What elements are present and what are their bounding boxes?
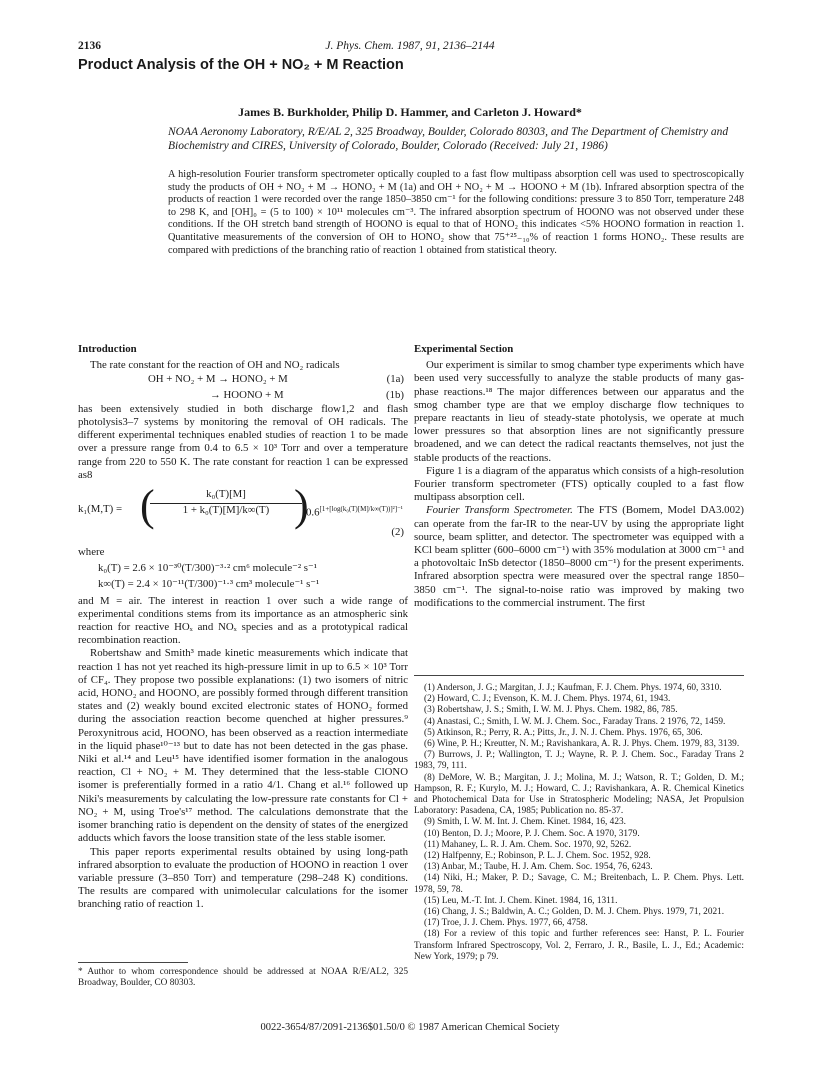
equation-1a-number: (1a) <box>386 373 404 386</box>
reference-item: (16) Chang, J. S.; Baldwin, A. C.; Golden, D. M. J. Chem. Phys. 1979, 71, 2021. <box>424 907 725 918</box>
author-list: James B. Burkholder, Philip D. Hammer, and Carleton J. Howard* <box>238 105 582 119</box>
reference-item: (8) DeMore, W. B.; Margitan, J. J.; Molina, M. J.; Watson, R. T.; Golden, D. M.; Hampson, R. F.; Kurylo, M. J.; Howard, C. J.; Ravishankara, A. R. Chemical Kinetics and Photochemical Data for Use in Stratospheric Modeling; NASA, Jet Propulsion Laboratory: Pasadena, CA, 1985; Publication no. 85-37. <box>414 772 744 817</box>
equation-2-fraction <box>150 488 302 517</box>
k0-expression: k₀(T) = 2.6 × 10⁻³⁰(T/300)⁻³·² cm⁶ molecule⁻² s⁻¹ <box>98 562 317 575</box>
reference-item: (18) For a review of this topic and further references see: Hanst, P. L. Fourier Transform Infrared Spectroscopy, Vol. 2, Ferraro, J. R., Basile, L. J., Ed.; Academic: New York, 1979; p 79. <box>414 929 744 962</box>
equation-2-number: (2) <box>391 526 404 539</box>
intro-paragraph: and M = air. The interest in reaction 1 over such a wide range of experimental conditions stems from its importance as an atmospheric sink reaction for reactive HOₓ and NOₓ species and as a prototypical radical recombination reaction. <box>78 594 408 647</box>
intro-paragraph: This paper reports experimental results obtained by using long-path infrared absorption to evaluate the production of HOONO in reaction 1 over variable pressure (3–850 Torr) and temperature (298–248 K) conditions. The results are compared with unimolecular calculations for the isomer branching ratio of reaction 1. <box>78 845 408 911</box>
experimental-paragraph <box>414 504 744 610</box>
equation-1b-text: → HOONO + M <box>210 388 284 401</box>
equation-2-numerator: k₀(T)[M] <box>150 488 302 504</box>
equation-2-exponent: [1+[log(k₀(T)[M]/k∞(T))]²]⁻¹ <box>319 505 403 514</box>
correspondence-footnote: * Author to whom correspondence should be addressed at NOAA R/E/AL2, 325 Broadway, Boulder, CO 80303. <box>78 967 408 989</box>
reference-item: (11) Mahaney, L. R. J. Am. Chem. Soc. 1970, 92, 5262. <box>424 839 632 850</box>
intro-paragraph: The rate constant for the reaction of OH and NO₂ radicals <box>90 359 340 372</box>
equation-2-denominator: 1 + k₀(T)[M]/k∞(T) <box>182 504 270 517</box>
equation-2-lhs: k₁(M,T) = <box>78 503 123 516</box>
left-paren: ( <box>140 481 155 531</box>
equation-2-base: 0.6 <box>306 506 320 519</box>
reference-item: (4) Anastasi, C.; Smith, I. W. M. J. Chem. Soc., Faraday Trans. 2 1976, 72, 1459. <box>424 716 726 727</box>
reference-item: (15) Leu, M.-T. Int. J. Chem. Kinet. 1984, 16, 1311. <box>424 895 618 906</box>
reference-item: (2) Howard, C. J.; Evenson, K. M. J. Chem. Phys. 1974, 61, 1943. <box>424 694 671 705</box>
reference-item: (9) Smith, I. W. M. Int. J. Chem. Kinet. 1984, 16, 423. <box>424 817 626 828</box>
intro-paragraph: Robertshaw and Smith³ made kinetic measurements which indicate that reaction 1 has not yet reached its high-pressure limit in up to 6.5 × 10³ Torr of CF₄. They propose two possible explanations: (1) two isomers of nitric acid, HONO₂ and HOONO, are possibly formed through different transition states and (2) weakly bound excited electronic states of HONO₂ formed during the association reaction become quenched at higher pressures.⁹ Peroxynitrous acid, HOONO, has been observed as a reaction intermediate in the liquid phase¹⁰⁻¹³ but to date has not been detected in the gas phase. Niki et al.¹⁴ and Leu¹⁵ have identified isomer formation in the analogous reaction, Cl + NO₂ + M. They determined that the less-stable ClONO isomer is preferentially formed in a ratio 4/1. Chang et al.¹⁶ followed up Niki's measurements by calculating the low-pressure rate constants for Cl + NO₂ + M, using Troe's¹⁷ method. The calculations demonstrate that the isomer branching ratio is dependent on the density of states of the energized adducts which favors the loose transition state of the less stable isomer. <box>78 647 408 845</box>
article-title: Product Analysis of the OH + NO₂ + M Reaction <box>78 57 404 73</box>
right-column <box>414 343 744 610</box>
page-number: 2136 <box>78 40 101 52</box>
reference-item: (10) Benton, D. J.; Moore, P. J. Chem. Soc. A 1970, 3179. <box>424 828 640 839</box>
journal-citation: J. Phys. Chem. 1987, 91, 2136–2144 <box>325 40 495 52</box>
references-divider <box>414 675 744 676</box>
footnote-divider <box>78 962 188 963</box>
reference-item: (14) Niki, H.; Maker, P. D.; Savage, C. M.; Breitenbach, L. P. Chem. Phys. Lett. 1978, 59, 78. <box>414 873 744 895</box>
experimental-paragraph: Our experiment is similar to smog chamber type experiments which have been used very successfully to analyze the stable products of many gas-phase reactions.¹⁸ The major differences between our apparatus and the smog chamber type are that we employ discharge flow techniques to prepare reactants in lieu of steady-state photolysis, we operate at much lower pressures so that absorption lines are not significantly pressure broadened, and we can detect the radical reactants themselves, not just the stable products of the reactions. <box>414 359 744 464</box>
equation-1a-text: OH + NO₂ + M → HONO₂ + M <box>148 373 288 386</box>
reference-item: (12) Halfpenny, E.; Robinson, P. L. J. Chem. Soc. 1952, 928. <box>424 851 651 862</box>
equation-1a <box>78 372 408 387</box>
kinf-expression: k∞(T) = 2.4 × 10⁻¹¹(T/300)⁻¹·³ cm³ molecule⁻¹ s⁻¹ <box>98 578 320 591</box>
reference-item: (7) Burrows, J. P.; Wallington, T. J.; Wayne, R. P. J. Chem. Soc., Faraday Trans 2 1983, 79, 111. <box>414 750 744 772</box>
reference-item: (1) Anderson, J. G.; Margitan, J. J.; Kaufman, F. J. Chem. Phys. 1974, 60, 3310. <box>424 683 722 693</box>
equation-2 <box>78 481 408 542</box>
reference-item: (6) Wine, P. H.; Kreutter, N. M.; Ravishankara, A. R. J. Phys. Chem. 1979, 83, 3139. <box>424 739 740 750</box>
equation-1b-number: (1b) <box>386 388 404 401</box>
intro-paragraph: has been extensively studied in both discharge flow1,2 and flash photolysis3–7 systems by monitoring the removal of OH radicals. The different experimental techniques enabled studies of reaction 1 to be made over a pressure range from 0.4 to 6.5 × 10³ Torr and over a temperature range from 220 to 550 K. The rate constant for reaction 1 can be expressed as8 <box>78 402 408 481</box>
section-heading-experimental: Experimental Section <box>414 343 514 355</box>
experimental-paragraph: Figure 1 is a diagram of the apparatus which consists of a high-resolution Fourier transform spectrometer (FTS) optically coupled to a fast flow multipass absorption cell. <box>414 464 744 504</box>
abstract: A high-resolution Fourier transform spectrometer optically coupled to a fast flow multipass absorption cell was used to spectroscopically study the products of OH + NO₂ + M → HONO₂ + M (1a) and OH + NO₂ + M → HOONO + M (1b). Infrared absorption spectra of the products of reaction 1 were recorded over the range 1850–3850 cm⁻¹ for the following conditions: pressure 3 to 850 Torr, temperature 248 to 298 K, and [OH]₀ = (5 to 100) × 10¹¹ molecules cm⁻³. The infrared absorption spectrum of HOONO was not observed under these conditions. If the OH stretch band strength of HOONO is equal to that of HONO₂ this indicates <5% HOONO formation in reaction 1. Quantitative measurements of the conversion of OH to HONO₂ show that 75⁺²⁵₋₁₀% of reaction 1 forms HONO₂. These results are compared with predictions of the branching ratio of reaction 1 obtained from statistical theory. <box>168 169 744 256</box>
where-text: where <box>78 546 105 559</box>
copyright-line: 0022-3654/87/2091-2136$01.50/0 © 1987 American Chemical Society <box>260 1022 560 1033</box>
section-heading-introduction: Introduction <box>78 343 137 355</box>
fts-text: The FTS (Bomem, Model DA3.002) can operate from the far-IR to the near-UV by using the appropriate light source, beam splitter, and detector. The spectrometer was equipped with a KCl beam splitter (600–6000 cm⁻¹) with 35% modulation at 3000 cm⁻¹ and a photovoltaic InSb detector (1850–8000 cm⁻¹) for the present experiments. Infrared absorption spectra were measured over the spectral range 1850–3850 cm⁻¹. The signal-to-noise ratio was improved by making two modifications to the commercial instrument. The first <box>414 504 744 609</box>
affiliation: NOAA Aeronomy Laboratory, R/E/AL 2, 325 Broadway, Boulder, Colorado 80303, and The Department of Chemistry and Biochemistry and CIRES, University of Colorado, Boulder, Colorado (Received: July 21, 1986) <box>168 126 729 152</box>
reference-item: (17) Troe, J. J. Chem. Phys. 1977, 66, 4758. <box>424 918 588 929</box>
right-paren: ) <box>294 481 309 531</box>
equation-2-factor <box>306 503 403 520</box>
reference-item: (3) Robertshaw, J. S.; Smith, I. W. M. J. Phys. Chem. 1982, 86, 785. <box>424 705 678 716</box>
reference-item: (5) Atkinson, R.; Perry, R. A.; Pitts, Jr., J. N. J. Chem. Phys. 1976, 65, 306. <box>424 727 703 738</box>
fts-subheading: Fourier Transform Spectrometer. <box>426 504 573 517</box>
references-list <box>414 683 744 963</box>
equation-1b <box>78 388 408 403</box>
left-column <box>78 343 408 912</box>
reference-item: (13) Anbar, M.; Taube, H. J. Am. Chem. Soc. 1954, 76, 6243. <box>424 862 653 873</box>
